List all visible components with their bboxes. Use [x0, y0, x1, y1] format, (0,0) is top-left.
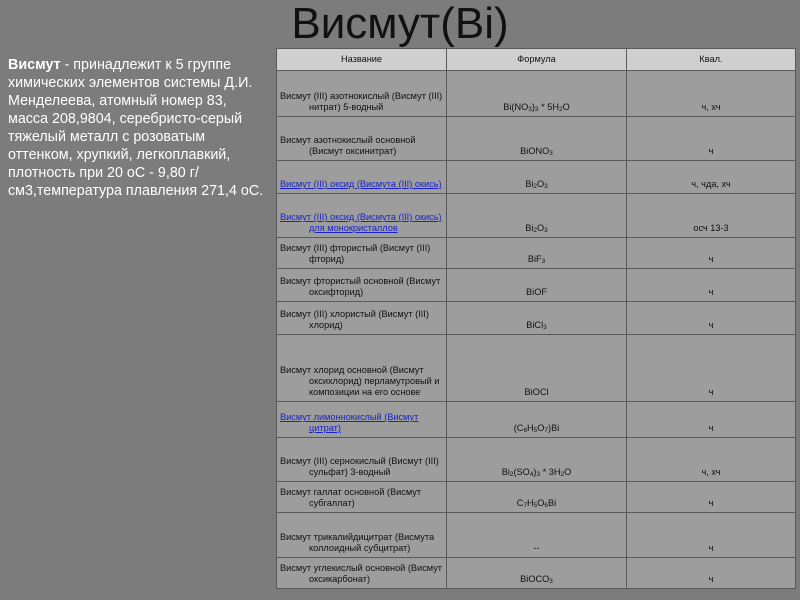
cell-qualification: ч	[627, 238, 796, 269]
formula-part: Bi	[501, 467, 510, 477]
formula-subscript: 3	[549, 578, 553, 585]
table-row	[277, 402, 796, 438]
cell-formula	[447, 335, 627, 402]
formula-subscript: 3	[544, 227, 548, 234]
table-row	[277, 117, 796, 161]
formula-part: BiONO	[520, 146, 550, 156]
formula-subscript: 6	[523, 427, 528, 434]
compound-name: Висмут углекислый основной (Висмут оксикарбонат)	[280, 563, 443, 584]
cell-qualification: ч	[627, 482, 796, 513]
cell-formula	[447, 238, 627, 269]
formula-part: )	[531, 102, 535, 112]
formula-part: C	[516, 498, 524, 508]
cell-qualification: ч	[627, 513, 796, 558]
formula-subscript: 6	[544, 502, 549, 509]
cell-name[interactable]	[277, 194, 447, 238]
formula-part: H	[527, 423, 534, 433]
compound-name: Висмут (III) хлористый (Висмут (III) хлорид)	[280, 309, 429, 330]
formula-part: O	[564, 467, 572, 477]
formula-part: )	[533, 467, 537, 477]
formula-subscript: 5	[533, 427, 538, 434]
compound-name: Висмут (III) азотнокислый (Висмут (III) нитрат) 5-водный	[280, 91, 443, 112]
formula-subscript: 3	[536, 471, 541, 478]
formula-part: H	[527, 498, 534, 508]
formula-subscript: 3	[528, 106, 532, 113]
formula-subscript: 2	[533, 227, 537, 234]
formula-part: BiOCl	[524, 387, 549, 397]
formula-part: (SO	[513, 467, 530, 477]
formula-subscript: 2	[509, 471, 514, 478]
formula-part: (C	[513, 423, 524, 433]
cell-name	[277, 482, 447, 513]
compound-name: Висмут азотнокислый основной (Висмут оксинитрат)	[280, 135, 416, 156]
formula-subscript: 4	[529, 471, 534, 478]
formula-part: Bi	[525, 223, 534, 233]
cell-formula	[447, 71, 627, 117]
table-row	[277, 482, 796, 513]
formula-part: O	[562, 102, 570, 112]
cell-formula	[447, 194, 627, 238]
cell-name	[277, 513, 447, 558]
compound-name: Висмут галлат основной (Висмут субгаллат)	[280, 487, 422, 508]
cell-qualification: ч	[627, 117, 796, 161]
header-name: Название	[277, 49, 447, 71]
cell-formula	[447, 558, 627, 589]
formula-part: --	[533, 543, 540, 553]
table-row	[277, 71, 796, 117]
cell-formula	[447, 117, 627, 161]
formula-subscript: 7	[544, 427, 549, 434]
formula-subscript: 3	[549, 150, 553, 157]
cell-qualification: ч	[627, 402, 796, 438]
cell-qualification: ч	[627, 335, 796, 402]
table-row	[277, 269, 796, 302]
cell-name	[277, 558, 447, 589]
table-row	[277, 302, 796, 335]
formula-subscript: 2	[558, 106, 563, 113]
table-row	[277, 335, 796, 402]
formula-part: BiOCO	[520, 574, 550, 584]
table-row	[277, 194, 796, 238]
table-body	[277, 71, 796, 589]
compound-link[interactable]: Висмут (III) оксид (Висмута (III) окись) для монокристаллов	[280, 212, 442, 233]
compound-link[interactable]: Висмут лимоннокислый (Висмут цитрат)	[280, 412, 419, 433]
table-row	[277, 161, 796, 194]
table-header-row	[277, 49, 796, 71]
cell-formula	[447, 513, 627, 558]
cell-formula	[447, 482, 627, 513]
cell-name	[277, 238, 447, 269]
formula-part: Bi(NO	[503, 102, 529, 112]
formula-part: * 3H	[540, 467, 561, 477]
formula-part: * 5H	[538, 102, 559, 112]
formula-part: BiCl	[526, 320, 544, 330]
formula-subscript: 3	[541, 258, 546, 265]
header-formula: Формула	[447, 49, 627, 71]
cell-name[interactable]	[277, 402, 447, 438]
formula-subscript: 3	[544, 183, 548, 190]
cell-qualification: ч, чда, хч	[627, 161, 796, 194]
cell-qualification: ч	[627, 558, 796, 589]
cell-formula	[447, 161, 627, 194]
formula-subscript: 3	[543, 324, 547, 331]
header-qualification: Квал.	[627, 49, 796, 71]
cell-formula	[447, 269, 627, 302]
formula-part: O	[537, 423, 545, 433]
formula-part: Bi	[548, 498, 557, 508]
formula-part: BiF	[527, 254, 542, 264]
cell-formula	[447, 438, 627, 482]
formula-part: BiOF	[526, 287, 547, 297]
cell-qualification: ч	[627, 269, 796, 302]
compound-name: Висмут фтористый основной (Висмут оксифторид)	[280, 276, 441, 297]
formula-subscript: 7	[523, 502, 528, 509]
formula-part: O	[537, 498, 545, 508]
cell-name	[277, 117, 447, 161]
compound-name: Висмут хлорид основной (Висмут оксихлорид) перламутровый и композиции на его основе	[280, 365, 440, 397]
compound-name: Висмут (III) фтористый (Висмут (III) фторид)	[280, 243, 431, 264]
compounds-table	[276, 48, 796, 589]
cell-name[interactable]	[277, 161, 447, 194]
intro-paragraph	[8, 56, 270, 200]
formula-subscript: 2	[560, 471, 565, 478]
cell-qualification: ч	[627, 302, 796, 335]
table-row	[277, 558, 796, 589]
cell-name	[277, 302, 447, 335]
formula-subscript: 5	[533, 502, 538, 509]
formula-part: O	[537, 179, 545, 189]
formula-part: )Bi	[548, 423, 560, 433]
formula-part: O	[537, 223, 545, 233]
cell-formula	[447, 302, 627, 335]
cell-qualification: осч 13-3	[627, 194, 796, 238]
intro-bold-term: Висмут	[8, 57, 61, 73]
formula-subscript: 3	[534, 106, 539, 113]
table-row	[277, 513, 796, 558]
cell-qualification: ч, хч	[627, 71, 796, 117]
intro-text: - принадлежит к 5 группе химических элементов системы Д.И. Менделеева, атомный номер 83, масса 208,9804, серебристо-серый тяжелый металл с розоватым оттенком, хрупкий, легкоплавкий, плотность при 20 оС - 9,80 г/см3,температура плавления 271,4 оС.	[8, 57, 264, 199]
formula-subscript: 2	[533, 183, 537, 190]
cell-formula	[447, 402, 627, 438]
cell-qualification: ч, хч	[627, 438, 796, 482]
compound-name: Висмут (III) сернокислый (Висмут (III) сульфат) 3-водный	[280, 456, 439, 477]
cell-name	[277, 269, 447, 302]
cell-name	[277, 438, 447, 482]
page-title: Висмут(Bi)	[291, 0, 509, 48]
compound-name: Висмут трикалийдицитрат (Висмута коллоидный субцитрат)	[280, 532, 435, 553]
cell-name	[277, 335, 447, 402]
table-row	[277, 238, 796, 269]
table-row	[277, 438, 796, 482]
formula-part: Bi	[525, 179, 534, 189]
cell-name	[277, 71, 447, 117]
compound-link[interactable]: Висмут (III) оксид (Висмута (III) окись)	[280, 179, 442, 189]
